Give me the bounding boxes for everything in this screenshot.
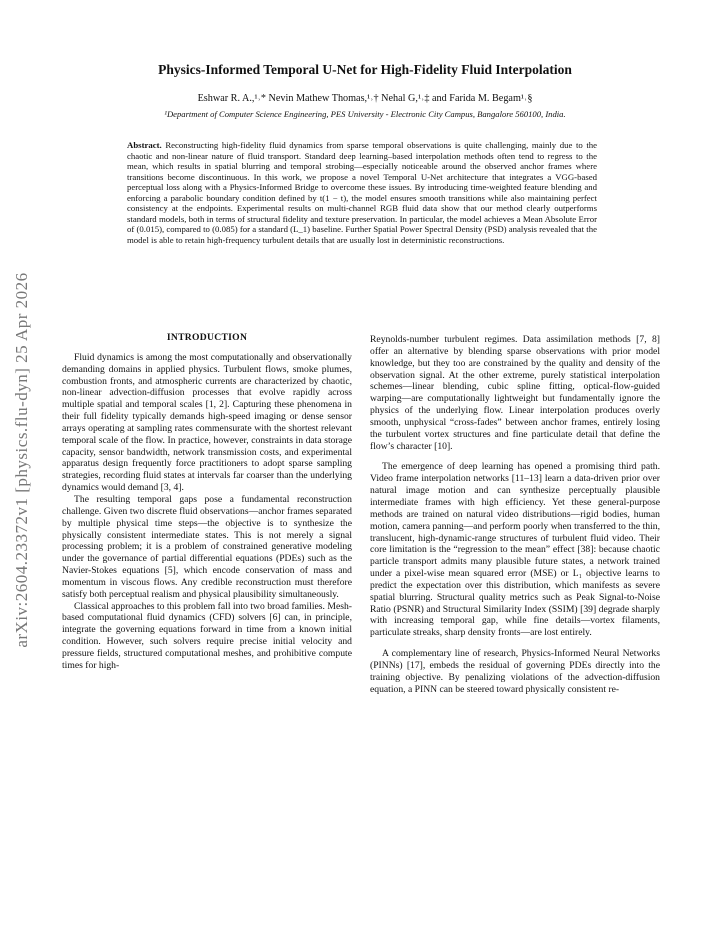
abstract-text: Reconstructing high-fidelity fluid dynamics from sparse temporal observations is quite challenging, mainly due to the chaotic and non-linear nature of fluid transport. Standard deep learning–based interpolation methods often tend to regress to the mean, which results in spatial blurring and temporal strobing—especially noticeable around the observed anchor frames where transitions become discontinuous. In this work, we propose a novel Temporal U-Net architecture that integrates a VGG-based perceptual loss along with a Physics-Informed Bridge to overcome these issues. By introducing time-weighted feature blending and enforcing a parabolic boundary condition defined by t(1 − t), the model ensures smooth transitions while also maintaining perfect consistency at the endpoints. Experimental results on multi-channel RGB fluid data show that our method clearly outperforms standard models, both in terms of structural fidelity and texture preservation. In particular, the model achieves a Mean Absolute Error of (0.015), compared to (0.085) for a standard (L_1) baseline. Further Spatial Power Spectral Density (PSD) analysis revealed that the model is able to retain high-frequency turbulent details that are usually lost in deterministic reconstructions.: [127, 140, 598, 245]
paper-title: Physics-Informed Temporal U-Net for High-Fidelity Fluid Interpolation: [158, 62, 572, 77]
paragraph: The resulting temporal gaps pose a fundamental reconstruction challenge. Given two discrete fluid observations—anchor frames separated by multiple physical time steps—the objective is to synthesize the physically consistent intermediate states. This is not merely a signal processing problem; it is a problem of constrained generative modeling under the governance of partial differential equations (PDEs) such as the Navier-Stokes equations [5], which encode conservation of mass and momentum in viscous flows. Any credible reconstruction must therefore satisfy both perceptual realism and physical plausibility simultaneously.: [62, 493, 352, 600]
paragraph: Fluid dynamics is among the most computationally and observationally demanding domains in applied physics. Turbulent flows, smoke plumes, combustion fronts, and atmospheric currents are characterized by chaotic, non-linear advection-diffusion processes that evolve rapidly across multiple spatial and temporal scales [1, 2]. Capturing these phenomena in their full fidelity typically demands high-speed imaging or dense sensor arrays operating at sampling rates commensurate with the shortest relevant temporal scale of the flow. In practice, however, constraints in data storage capacity, sensor bandwidth, network transmission costs, and experimental apparatus design frequently force practitioners to adopt sparse sampling strategies, recording fluid states at intervals far coarser than the underlying dynamics would demand [3, 4].: [62, 351, 352, 494]
paragraph: A complementary line of research, Physics-Informed Neural Networks (PINNs) [17], embeds the residual of governing PDEs directly into the training objective. By penalizing violations of the advection-diffusion equation, a PINN can be steered toward physically consistent re-: [370, 648, 660, 695]
affiliation: ¹Department of Computer Science Engineering, PES University - Electronic City Campus, Bangalore 560100, India.: [164, 109, 566, 119]
paragraph: Classical approaches to this problem fall into two broad families. Mesh-based computational fluid dynamics (CFD) solvers [6] can, in principle, integrate the governing equations forward in time from a known initial condition. However, such solvers require precise initial velocity and pressure fields, structured computational meshes, and prohibitive compute times for high-: [62, 600, 352, 671]
arxiv-side-identifier: [2, 200, 42, 720]
right-column: [370, 334, 660, 695]
section-heading: INTRODUCTION: [166, 332, 248, 343]
arxiv-identifier-text: arXiv:2604.23372v1 [physics.flu-dyn] 25 Apr 2026: [12, 272, 31, 648]
paragraph: The emergence of deep learning has opened a promising third path. Video frame interpolation networks [11–13] learn a data-driven prior over natural image motion and can synthesize perceptually plausible intermediate frames with high efficiency. Yet these general-purpose methods are trained on natural video distributions—rigid bodies, human motion, camera panning—and perform poorly when transferred to the thin, translucent, high-dynamic-range structures of turbulent fluid video. Their core limitation is the “regression to the mean” effect [38]: because chaotic particle transport admits many plausible future states, a network trained under a pixel-wise mean squared error (MSE) or L₁ objective learns to predict the expectation over this distribution, which manifests as severe spatial blurring. Structural quality metrics such as Peak Signal-to-Noise Ratio (PSNR) and Structural Similarity Index (SSIM) [39] degrade sharply with increasing temporal gap, while fine details—vortex filaments, particulate streaks, sharp density fronts—are lost entirely.: [370, 461, 660, 639]
author-list: Eshwar R. A.,¹˒* Nevin Mathew Thomas,¹˒† Nehal G,¹˒‡ and Farida M. Begam¹˒§: [197, 93, 533, 104]
paragraph: Reynolds-number turbulent regimes. Data assimilation methods [7, 8] offer an alternative by blending sparse observations with prior model knowledge, but they too are constrained by the quality and density of the observation signal. At the other extreme, purely statistical interpolation schemes—linear blending, cubic spline fitting, optical-flow-guided warping—are computationally lightweight but fundamentally ignore the physics of the underlying flow. Linear interpolation produces overly smooth, unphysical “cross-fades” between anchor frames, entirely losing the turbulent vortex structures and fine particulate detail that define the flow’s character [10].: [370, 334, 660, 452]
left-column: [62, 332, 352, 672]
abstract-label: Abstract.: [127, 140, 162, 150]
abstract-block: [127, 140, 597, 245]
